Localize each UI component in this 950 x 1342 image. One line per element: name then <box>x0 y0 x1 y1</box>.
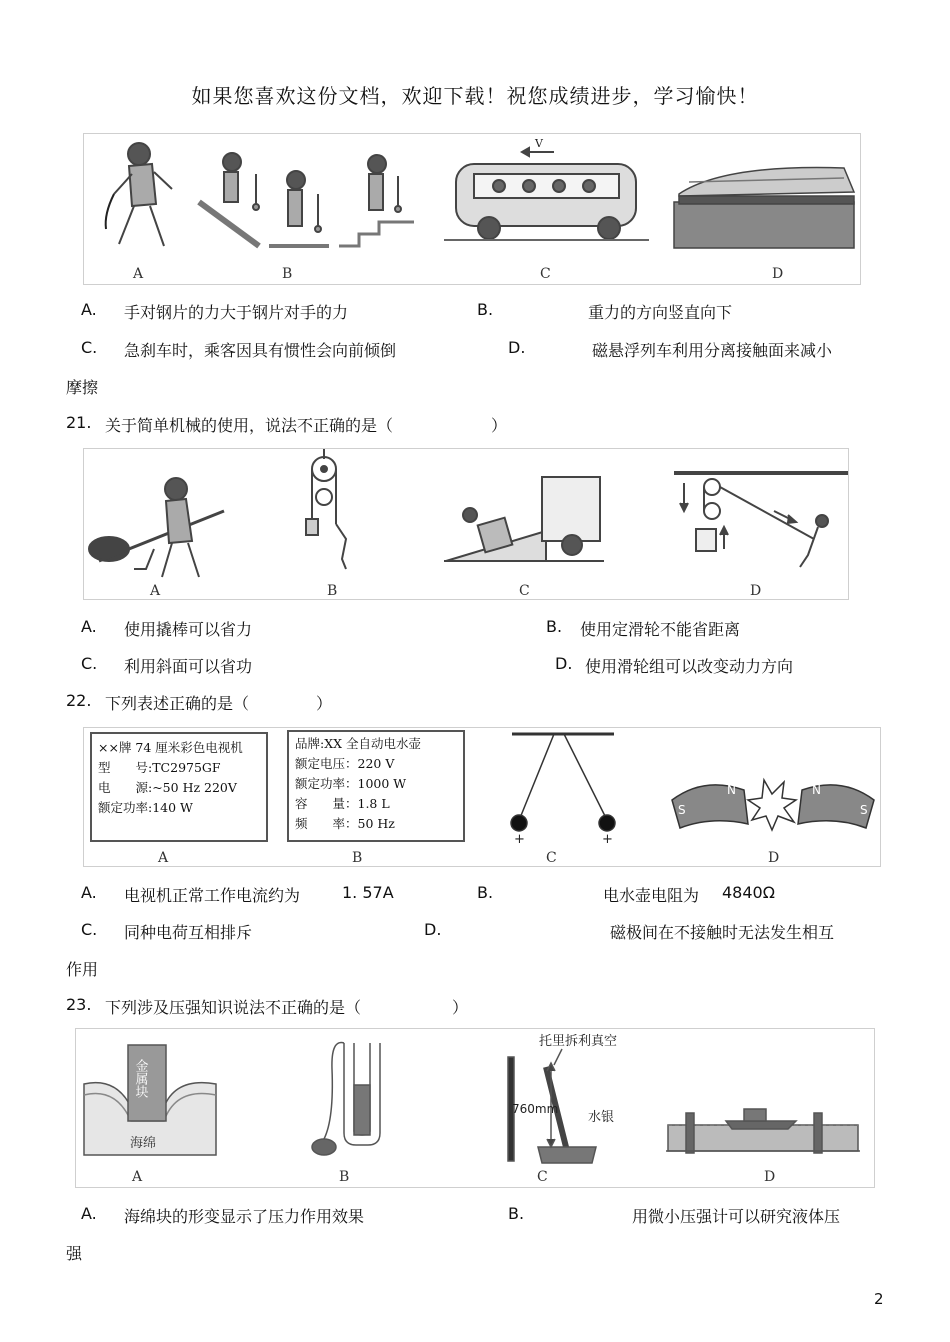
q22-stem: 下列表述正确的是（ <box>105 694 250 713</box>
q22-option-d-letter: D. <box>424 920 442 939</box>
q22-option-d-text: 磁极间在不接触时无法发生相互 <box>610 923 835 942</box>
q20-option-d-wrap: 摩擦 <box>66 378 99 397</box>
q23-label-c: C <box>537 1169 548 1185</box>
tv-plate-line-1: ××牌 74 厘米彩色电视机 <box>98 740 243 755</box>
q23-label-a: A <box>132 1169 143 1185</box>
kettle-plate-line-4: 容 量：1.8 L <box>295 796 390 811</box>
q21-label-c: C <box>519 583 530 599</box>
magnet-pole-s-left: S <box>678 803 686 817</box>
q22-option-c-letter: C. <box>81 920 98 939</box>
kettle-plate-line-2: 额定电压：220 V <box>295 756 395 771</box>
q22-option-c-text: 同种电荷互相排斥 <box>124 923 253 942</box>
kettle-plate-line-1: 品牌:XX 全自动电水壶 <box>295 736 421 751</box>
q20-option-a-letter: A. <box>81 300 97 319</box>
q22-stem-close: ） <box>316 694 333 713</box>
torricelli-experiment-illustration <box>508 1033 617 1163</box>
sponge-text: 海绵 <box>130 1136 157 1151</box>
q22-number: 22. <box>66 691 92 710</box>
q22-option-a-letter: A. <box>81 883 97 902</box>
q22-option-a-value: 1. 57A <box>342 883 394 902</box>
magnet-pole-n-right: N <box>812 783 821 797</box>
tv-plate-line-4: 额定功率:140 W <box>98 800 193 815</box>
q21-figure-art <box>84 449 848 599</box>
q21-option-d-letter: D. <box>555 654 573 673</box>
q20-option-c-letter: C. <box>81 338 98 357</box>
q22-label-a: A <box>158 850 169 866</box>
q23-option-b-text: 用微小压强计可以研究液体压 <box>632 1207 841 1226</box>
crowbar-lever-illustration <box>89 478 224 577</box>
inclined-plane-illustration <box>444 477 604 561</box>
q23-label-b: B <box>339 1169 350 1185</box>
bus-braking-illustration <box>444 137 649 240</box>
q21-option-b-letter: B. <box>546 617 563 636</box>
q23-option-b-letter: B. <box>508 1204 525 1223</box>
q21-option-a-letter: A. <box>81 617 97 636</box>
q21-option-d-text: 使用滑轮组可以改变动力方向 <box>585 657 794 676</box>
q23-option-a-text: 海绵块的形变显示了压力作用效果 <box>124 1207 365 1226</box>
q21-figure <box>83 448 849 600</box>
q20-label-d: D <box>772 266 784 282</box>
q20-option-c-text: 急刹车时，乘客因具有惯性会向前倾倒 <box>124 341 397 360</box>
block-text: 金属块 <box>132 1059 148 1098</box>
q22-option-b-text: 电水壶电阻为 <box>603 886 700 905</box>
q21-option-b-text: 使用定滑轮不能省距离 <box>580 620 741 639</box>
q22-option-a-text: 电视机正常工作电流约为 <box>124 886 301 905</box>
q20-figure-art <box>84 134 860 284</box>
q20-figure <box>83 133 861 285</box>
fixed-pulley-illustration <box>306 449 346 569</box>
q20-option-d-letter: D. <box>508 338 526 357</box>
q21-stem: 关于简单机械的使用，说法不正确的是（ <box>105 416 394 435</box>
q21-number: 21. <box>66 413 92 432</box>
canal-lock-illustration <box>666 1109 860 1153</box>
velocity-label: V <box>535 137 543 150</box>
torricelli-title: 托里拆利真空 <box>539 1034 618 1049</box>
q20-option-d-text: 磁悬浮列车利用分离接触面来减小 <box>592 341 833 360</box>
q22-label-c: C <box>546 850 557 866</box>
q23-figure-art <box>76 1029 874 1187</box>
charged-balls-illustration <box>511 734 615 847</box>
q23-stem: 下列涉及压强知识说法不正确的是（ <box>105 998 362 1017</box>
pulley-block-illustration <box>674 473 848 567</box>
charge-sign-right: + <box>602 832 613 847</box>
magnet-pole-n-left: N <box>727 783 736 797</box>
magnets-repel-illustration <box>672 780 874 830</box>
q23-option-b-wrap: 强 <box>66 1244 83 1263</box>
height-text: 760mm <box>512 1102 559 1116</box>
boy-bending-strip-illustration <box>106 143 172 246</box>
pressure-gauge-illustration <box>312 1043 380 1155</box>
q23-option-a-letter: A. <box>81 1204 97 1223</box>
q22-label-b: B <box>352 850 363 866</box>
q23-number: 23. <box>66 995 92 1014</box>
q21-stem-close: ） <box>491 416 508 435</box>
q20-label-c: C <box>540 266 551 282</box>
q20-label-b: B <box>282 266 293 282</box>
q20-option-a-text: 手对钢片的力大于钢片对手的力 <box>124 303 349 322</box>
q20-option-b-letter: B. <box>477 300 494 319</box>
mercury-text: 水银 <box>588 1110 615 1125</box>
q23-figure <box>75 1028 875 1188</box>
q20-option-b-text: 重力的方向竖直向下 <box>588 303 733 322</box>
q21-option-c-letter: C. <box>81 654 98 673</box>
page-number: 2 <box>874 1290 884 1308</box>
q23-stem-close: ） <box>452 998 469 1017</box>
q21-label-d: D <box>750 583 762 599</box>
q22-option-b-letter: B. <box>477 883 494 902</box>
page-banner: 如果您喜欢这份文档，欢迎下载！祝您成绩进步，学习愉快！ <box>191 84 759 108</box>
kettle-plate-line-3: 额定功率：1000 W <box>295 776 407 791</box>
q21-option-a-text: 使用撬棒可以省力 <box>124 620 253 639</box>
q21-label-a: A <box>150 583 161 599</box>
magnet-pole-s-right: S <box>860 803 868 817</box>
q22-label-d: D <box>768 850 780 866</box>
q22-option-d-wrap: 作用 <box>66 960 99 979</box>
tv-plate-line-2: 型 号:TC2975GF <box>98 760 221 775</box>
q22-figure <box>83 727 881 867</box>
maglev-train-illustration <box>674 168 854 248</box>
q21-label-b: B <box>327 583 338 599</box>
kettle-plate-line-5: 频 率：50 Hz <box>295 816 395 831</box>
q20-label-a: A <box>133 266 144 282</box>
q22-option-b-value: 4840Ω <box>722 883 775 902</box>
q23-label-d: D <box>764 1169 776 1185</box>
q22-figure-art <box>84 728 880 866</box>
sponge-block-illustration <box>84 1045 216 1155</box>
tv-plate-line-3: 电 源:~50 Hz 220V <box>98 780 237 795</box>
plumb-line-illustration <box>199 153 414 246</box>
q21-option-c-text: 利用斜面可以省功 <box>124 657 253 676</box>
charge-sign-left: + <box>514 832 525 847</box>
